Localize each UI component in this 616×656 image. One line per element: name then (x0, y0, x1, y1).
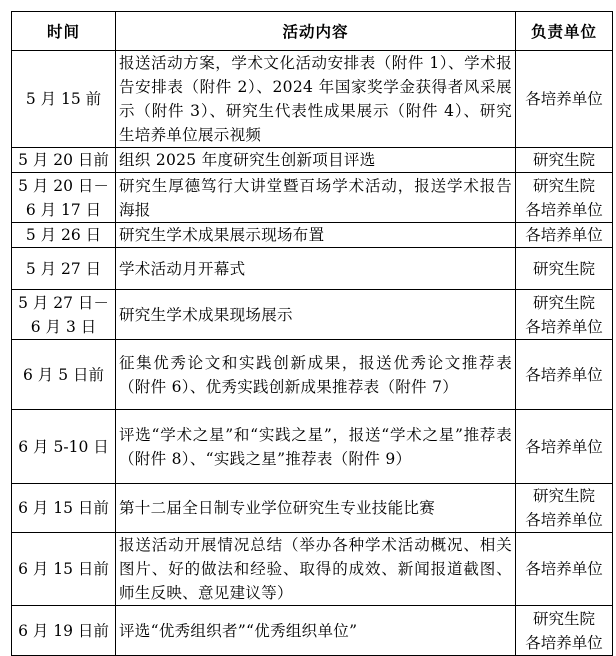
header-row (12, 12, 613, 51)
header-time: 时间 (12, 12, 116, 51)
content-cell: 评选“优秀组织者”“优秀组织单位” (116, 606, 516, 656)
content-cell: 报送活动开展情况总结（举办各种学术活动概况、相关图片、好的做法和经验、取得的成效、新闻报道截图、师生反映、意见建议等） (116, 533, 516, 606)
schedule-table (11, 11, 613, 656)
table-row (12, 533, 613, 606)
time-cell: 6 月 15 日前 (12, 484, 116, 533)
header-content: 活动内容 (116, 12, 516, 51)
unit-cell: 研究生院 (516, 248, 613, 290)
time-cell: 5 月 20 日－ 6 月 17 日 (12, 173, 116, 223)
content-cell: 评选“学术之星”和“实践之星”，报送“学术之星”推荐表（附件 8）、“实践之星”推荐表（附件 9） (116, 410, 516, 484)
unit-cell: 研究生院 各培养单位 (516, 290, 613, 340)
time-cell: 5 月 27 日 (12, 248, 116, 290)
unit-cell: 各培养单位 (516, 340, 613, 410)
time-cell: 6 月 5 日前 (12, 340, 116, 410)
table-row (12, 248, 613, 290)
time-cell: 5 月 15 前 (12, 51, 116, 148)
unit-cell: 各培养单位 (516, 533, 613, 606)
content-cell: 学术活动月开幕式 (116, 248, 516, 290)
table-row (12, 606, 613, 656)
time-cell: 5 月 27 日－ 6 月 3 日 (12, 290, 116, 340)
time-cell: 5 月 26 日 (12, 223, 116, 248)
unit-cell: 研究生院 各培养单位 (516, 606, 613, 656)
content-cell: 报送活动方案，学术文化活动安排表（附件 1）、学术报告安排表（附件 2）、2024 年国家奖学金获得者风采展示（附件 3）、研究生代表性成果展示（附件 4）、研究生培养单位展示视频 (116, 51, 516, 148)
content-cell: 研究生学术成果现场展示 (116, 290, 516, 340)
unit-cell: 各培养单位 (516, 410, 613, 484)
content-cell: 研究生学术成果展示现场布置 (116, 223, 516, 248)
unit-cell: 研究生院 各培养单位 (516, 173, 613, 223)
content-cell: 组织 2025 年度研究生创新项目评选 (116, 148, 516, 173)
table-row (12, 51, 613, 148)
time-cell: 6 月 15 日前 (12, 533, 116, 606)
content-cell: 第十二届全日制专业学位研究生专业技能比赛 (116, 484, 516, 533)
unit-cell: 研究生院 各培养单位 (516, 484, 613, 533)
table-row (12, 410, 613, 484)
table-row (12, 173, 613, 223)
header-unit: 负责单位 (516, 12, 613, 51)
unit-cell: 研究生院 (516, 148, 613, 173)
unit-cell: 各培养单位 (516, 223, 613, 248)
time-cell: 6 月 5-10 日 (12, 410, 116, 484)
table-row (12, 223, 613, 248)
table-row (12, 148, 613, 173)
table-row (12, 484, 613, 533)
table-row (12, 290, 613, 340)
table-row (12, 340, 613, 410)
schedule-table-wrapper (11, 11, 613, 656)
time-cell: 6 月 19 日前 (12, 606, 116, 656)
content-cell: 研究生厚德笃行大讲堂暨百场学术活动，报送学术报告海报 (116, 173, 516, 223)
content-cell: 征集优秀论文和实践创新成果，报送优秀论文推荐表（附件 6）、优秀实践创新成果推荐表（附件 7） (116, 340, 516, 410)
time-cell: 5 月 20 日前 (12, 148, 116, 173)
unit-cell: 各培养单位 (516, 51, 613, 148)
